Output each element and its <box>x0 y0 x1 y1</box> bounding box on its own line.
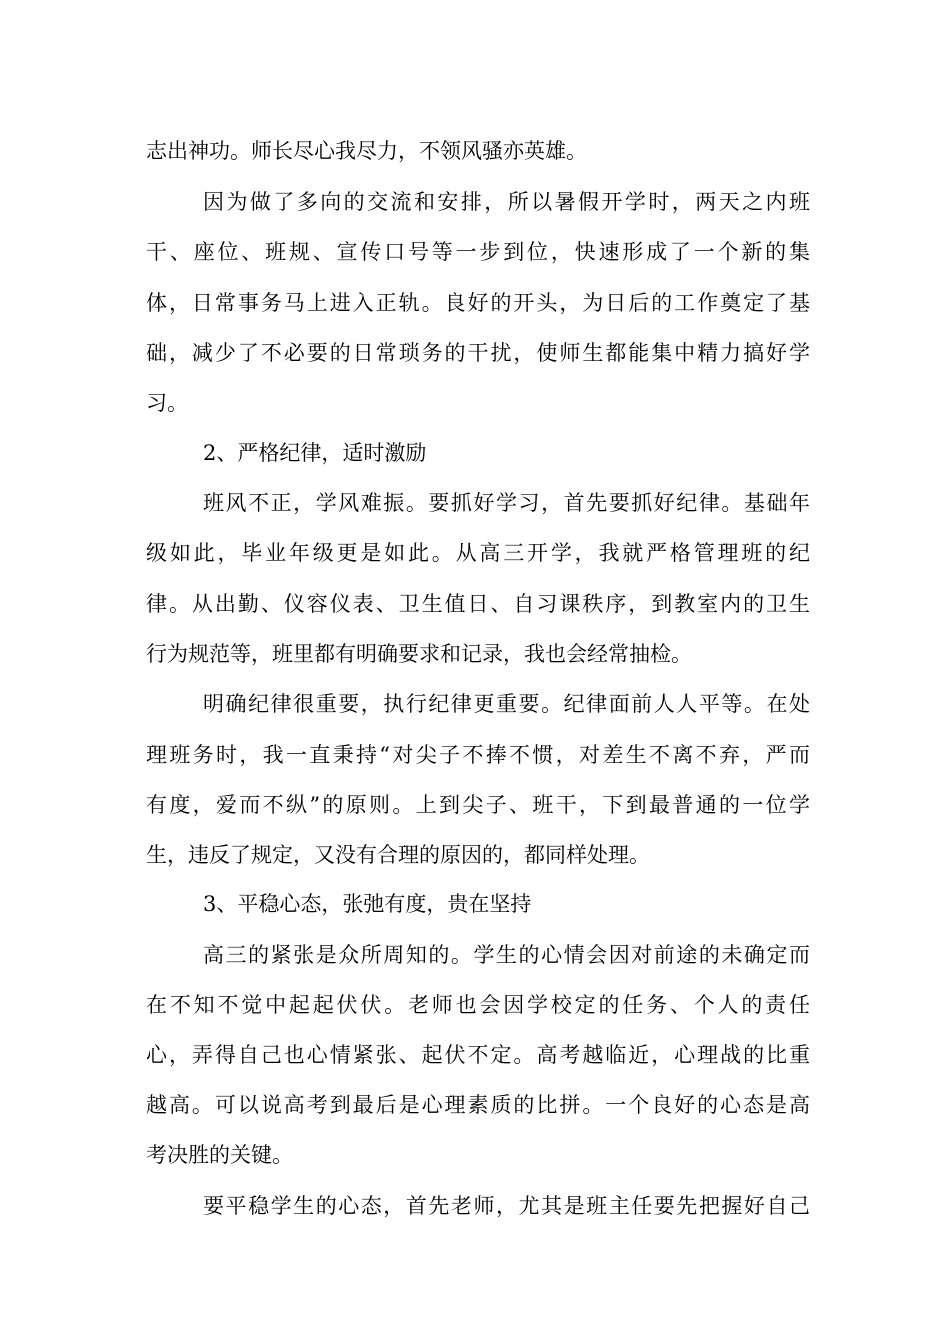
paragraph-line-9: 行为规范等，班里都有明确要求和记录，我也会经常抽检。 <box>146 642 692 666</box>
paragraph-line-16: 心，弄得自己也心情紧张、起伏不定。高考越临近，心理战的比重 <box>146 1043 810 1067</box>
paragraph-line-2: 干、座位、班规、宣传口号等一步到位，快速形成了一个新的集 <box>146 240 810 264</box>
paragraph-line-3: 体，日常事务马上进入正轨。良好的开头，为日后的工作奠定了基 <box>146 291 810 315</box>
paragraph-line-12: 有度，爱而不纵”的原则。上到尖子、班干，下到最普通的一位学 <box>146 793 810 817</box>
paragraph-line-4: 础，减少了不必要的日常琐务的干扰，使师生都能集中精力搞好学 <box>146 341 810 365</box>
paragraph-line-6: 班风不正，学风难振。要抓好学习，首先要抓好纪律。基础年 <box>203 491 810 515</box>
paragraph-line-11: 理班务时，我一直秉持“对尖子不捧不惯，对差生不离不弃，严而 <box>146 743 810 767</box>
paragraph-line-14: 高三的紧张是众所周知的。学生的心情会因对前途的未确定而 <box>203 943 810 967</box>
paragraph-line-17: 越高。可以说高考到最后是心理素质的比拼。一个良好的心态是高 <box>146 1093 810 1117</box>
paragraph-line-18: 考决胜的关键。 <box>146 1143 293 1167</box>
section-heading-3: 3、平稳心态，张弛有度，贵在坚持 <box>203 892 532 916</box>
paragraph-line-8: 律。从出勤、仪容仪表、卫生值日、自习课秩序，到教室内的卫生 <box>146 592 810 616</box>
paragraph-line-19: 要平稳学生的心态，首先老师，尤其是班主任要先把握好自己 <box>203 1194 810 1218</box>
paragraph-line-1: 因为做了多向的交流和安排，所以暑假开学时，两天之内班 <box>203 190 810 214</box>
paragraph-line-5: 习。 <box>146 391 188 415</box>
paragraph-line-10: 明确纪律很重要，执行纪律更重要。纪律面前人人平等。在处 <box>203 692 810 716</box>
paragraph-line-7: 级如此，毕业年级更是如此。从高三开学，我就严格管理班的纪 <box>146 541 810 565</box>
paragraph-line-13: 生，违反了规定，又没有合理的原因的，都同样处理。 <box>146 843 650 867</box>
section-heading-2: 2、严格纪律，适时激励 <box>203 441 427 465</box>
paragraph-line-15: 在不知不觉中起起伏伏。老师也会因学校定的任务、个人的责任 <box>146 993 810 1017</box>
text-line-1: 志出神功。师长尽心我尽力，不领风骚亦英雄。 <box>146 139 587 163</box>
